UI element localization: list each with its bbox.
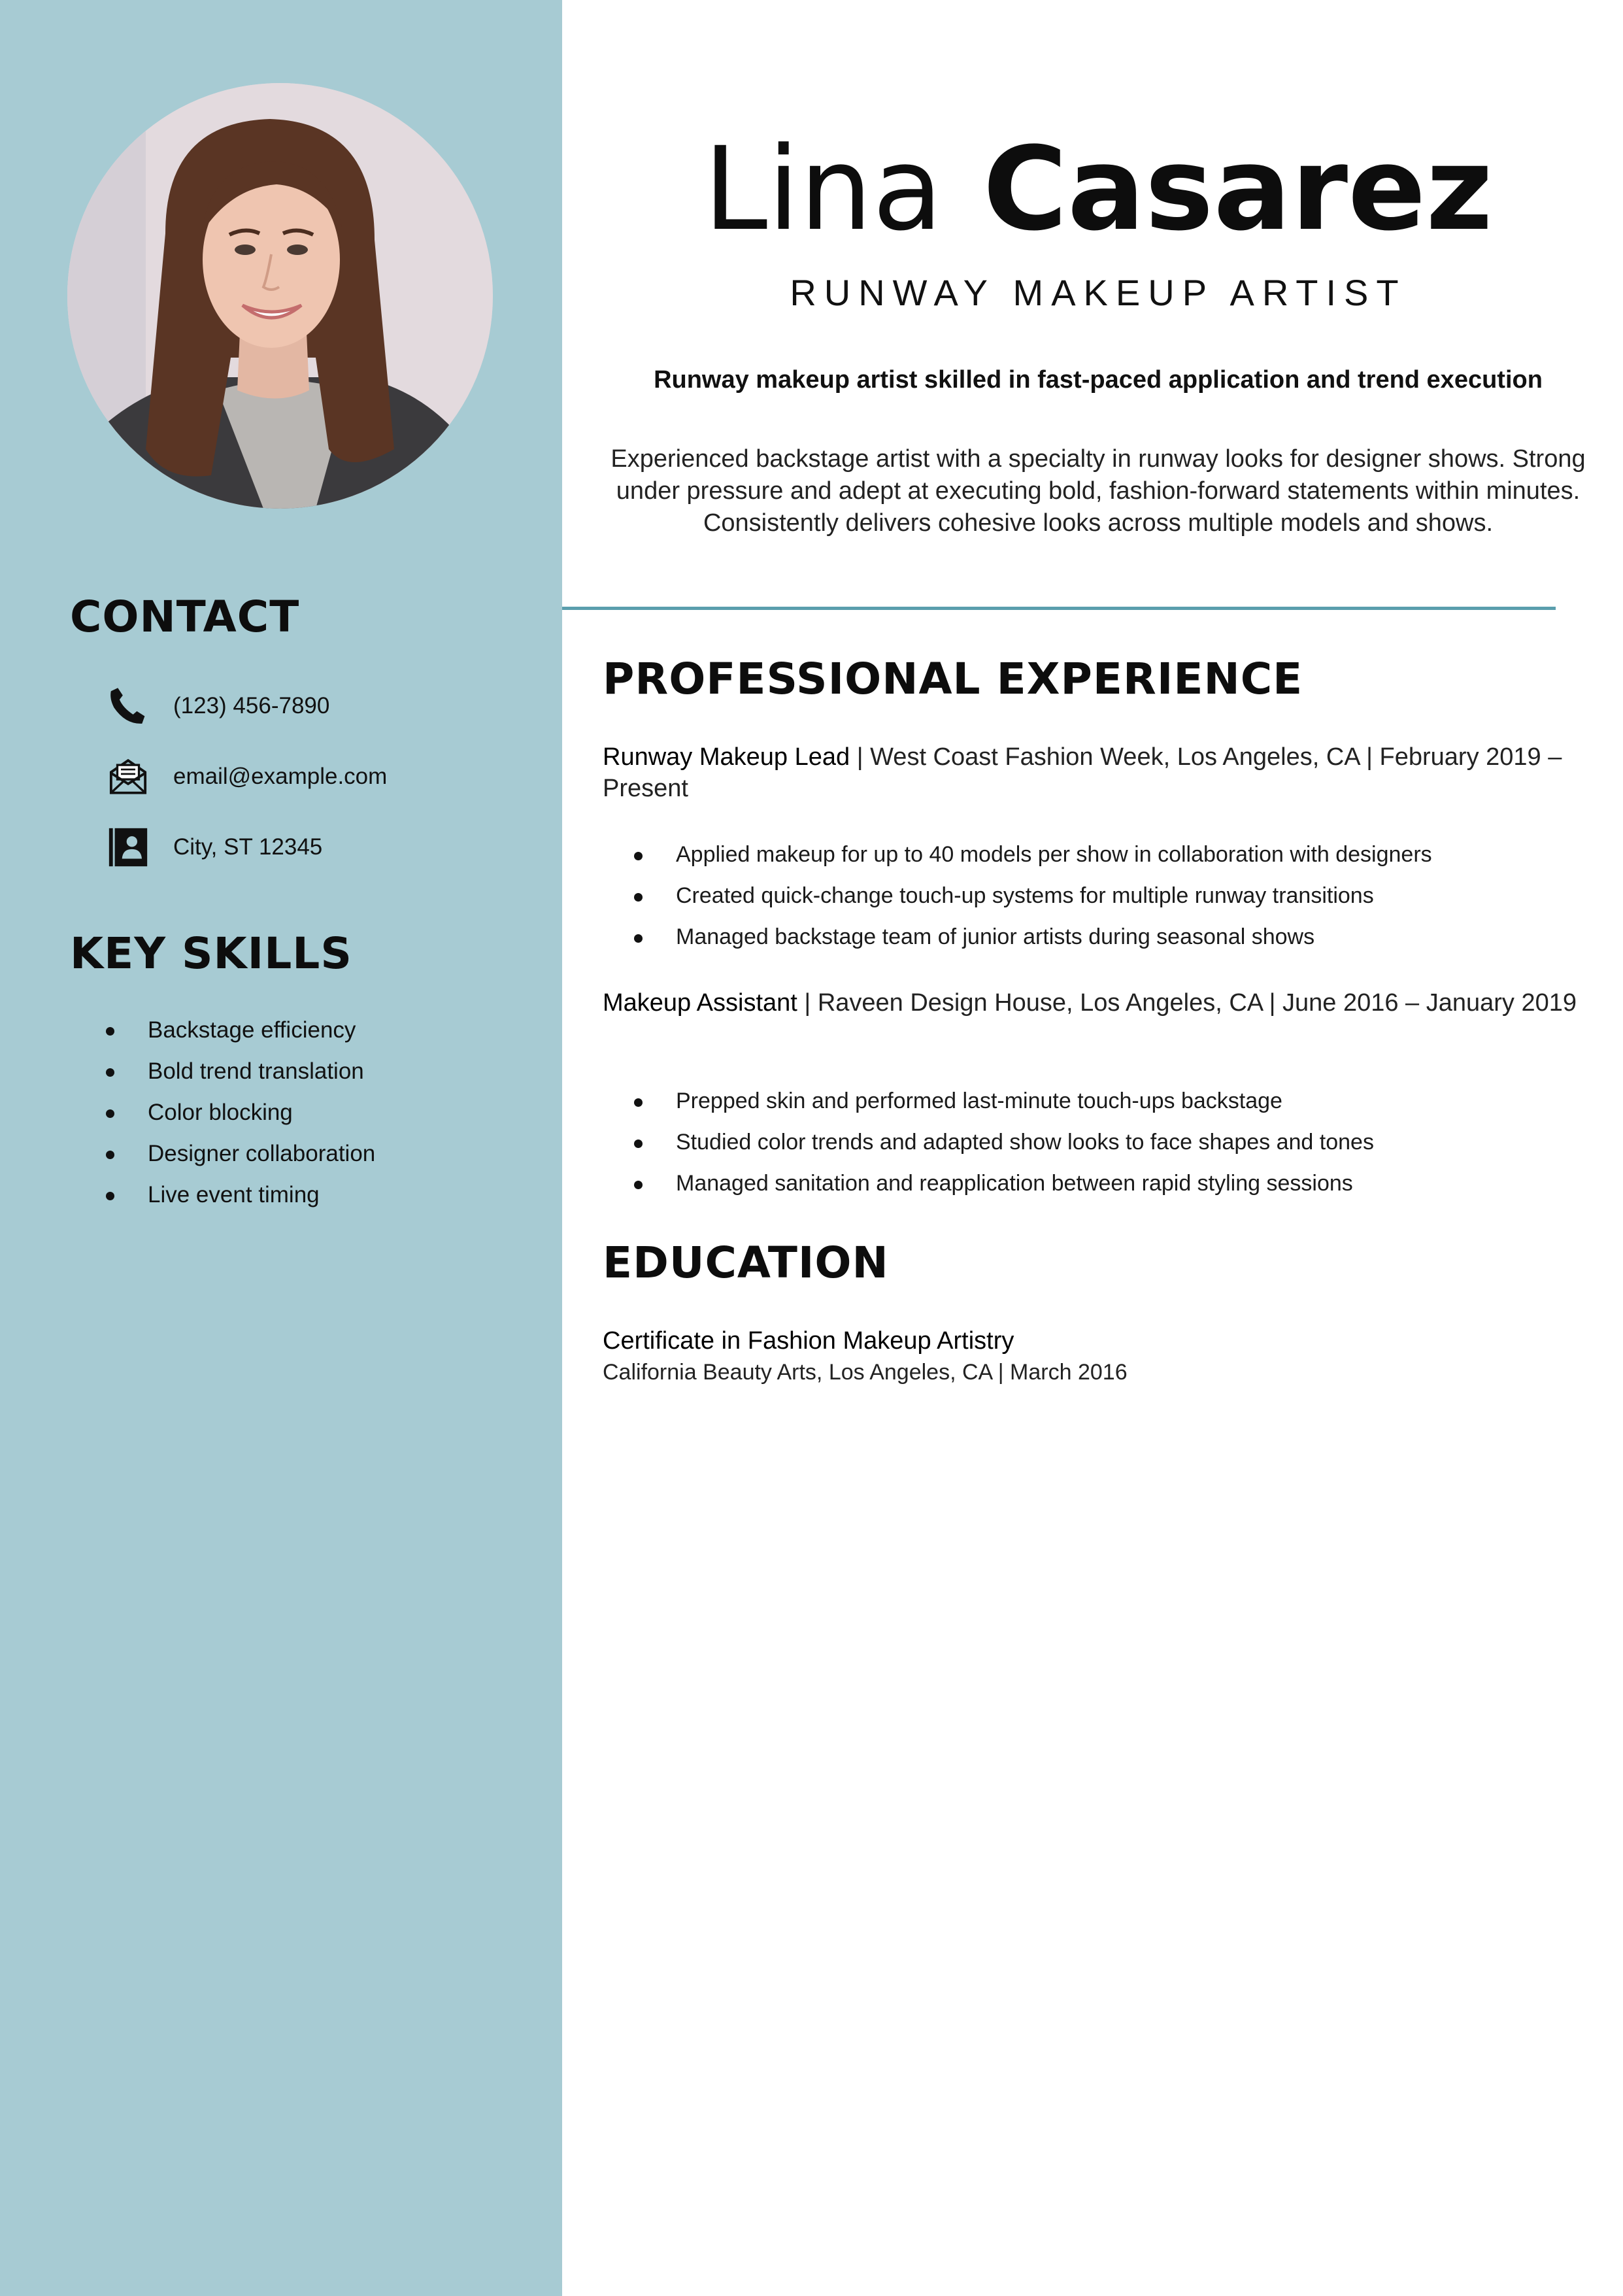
list-item: Managed backstage team of junior artists during seasonal shows xyxy=(603,917,1432,958)
list-item: Color blocking xyxy=(105,1092,375,1133)
address-text: City, ST 12345 xyxy=(173,834,323,860)
education-heading: EDUCATION xyxy=(603,1238,889,1288)
education-title: Certificate in Fashion Makeup Artistry xyxy=(603,1327,1014,1355)
phone-icon xyxy=(105,683,152,730)
list-item: Created quick-change touch-up systems for multiple runway transitions xyxy=(603,875,1432,917)
job-details: | West Coast Fashion Week, Los Angeles, CA | February 2019 – Present xyxy=(603,743,1562,802)
profile-photo xyxy=(67,83,493,509)
skills-list xyxy=(105,1009,375,1215)
list-item: Studied color trends and adapted show looks to face shapes and tones xyxy=(603,1122,1374,1163)
last-name: Casarez xyxy=(982,122,1493,256)
list-item: Bold trend translation xyxy=(105,1051,375,1092)
contact-email xyxy=(105,751,388,803)
job-role: Runway Makeup Lead xyxy=(603,743,850,771)
job-header xyxy=(603,741,1583,804)
list-item: Prepped skin and performed last-minute touch-ups backstage xyxy=(603,1081,1374,1122)
contact-phone xyxy=(105,680,330,732)
list-item: Live event timing xyxy=(105,1174,375,1215)
email-text: email@example.com xyxy=(173,764,388,789)
job-bullets xyxy=(603,1081,1374,1204)
summary-text: Experienced backstage artist with a specialty in runway looks for designer shows. Strong under pressure and adept at executing bold, fashion-forward statements within minutes. Consistently delivers cohesive looks across multiple models and shows. xyxy=(611,445,1586,537)
first-name: Lina xyxy=(703,122,943,256)
job-header xyxy=(603,987,1583,1019)
list-item: Designer collaboration xyxy=(105,1133,375,1174)
candidate-name xyxy=(562,124,1623,255)
phone-text: (123) 456-7890 xyxy=(173,693,330,718)
job-details: | Raveen Design House, Los Angeles, CA | June 2016 – January 2019 xyxy=(797,989,1577,1017)
profile-photo-illustration xyxy=(67,83,493,509)
address-book-icon xyxy=(105,824,152,871)
section-divider xyxy=(562,607,1556,610)
job-bullets xyxy=(603,834,1432,958)
envelope-icon xyxy=(105,753,152,800)
experience-heading: PROFESSIONAL EXPERIENCE xyxy=(603,654,1303,704)
list-item: Applied makeup for up to 40 models per show in collaboration with designers xyxy=(603,834,1432,875)
contact-heading: CONTACT xyxy=(70,592,300,642)
key-skills-heading: KEY SKILLS xyxy=(70,928,352,979)
contact-address xyxy=(105,821,323,873)
list-item: Managed sanitation and reapplication between rapid styling sessions xyxy=(603,1163,1374,1204)
job-title: RUNWAY MAKEUP ARTIST xyxy=(790,272,1407,313)
summary-tagline: Runway makeup artist skilled in fast-paced application and trend execution xyxy=(654,366,1543,394)
education-detail: California Beauty Arts, Los Angeles, CA | March 2016 xyxy=(603,1360,1128,1385)
sidebar xyxy=(0,0,562,2296)
job-role: Makeup Assistant xyxy=(603,989,797,1017)
list-item: Backstage efficiency xyxy=(105,1009,375,1051)
main-content xyxy=(562,0,1623,2296)
